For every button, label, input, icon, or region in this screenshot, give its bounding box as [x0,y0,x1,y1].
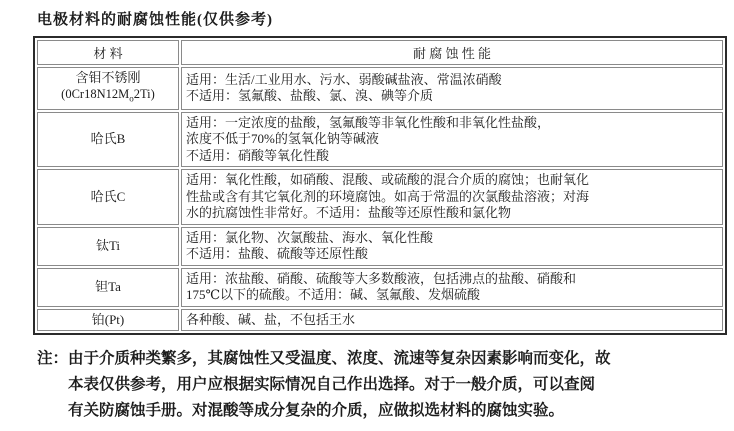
performance-line: 适用：氯化物、次氯酸盐、海水、氧化性酸 [186,229,434,245]
performance-line: 适用：一定浓度的盐酸，氢氟酸等非氧化性酸和非氧化性盐酸， [186,114,551,130]
note-body [68,346,719,424]
material-formula: $(0Cr18N12M_o2Ti)$ [61,87,155,104]
table-row [37,67,723,110]
note-line: 本表仅供参考，用户应根据实际情况自己作出选择。对于一般介质，可以查阅 [68,376,596,393]
table-row [37,268,723,307]
performance-line: 水的抗腐蚀性非常好。不适用：盐酸等还原性酸和氯化物 [186,205,512,220]
column-header-material: 材 料 [37,40,179,65]
note-label: 注： [37,350,69,367]
performance-line: 浓度不低于70%的氢氧化钠等碱液 [186,131,379,146]
material-name [37,67,179,110]
performance-line: 不适用：氢氟酸、盐酸、氯、溴、碘等介质 [186,88,434,104]
performance-line: 适用：氧化性酸，如硝酸、混酸、或硫酸的混合介质的腐蚀；也耐氧化 [186,172,590,187]
performance-cell [181,112,723,168]
material-name: 铂(Pt) [37,309,179,332]
performance-line: 适用：生活/工业用水、污水、弱酸碱盐液、常温浓硝酸 [186,71,502,87]
performance-cell [181,169,723,225]
performance-cell [181,268,723,307]
performance-line: 不适用：硝酸等氧化性酸 [186,147,330,163]
table-row [37,169,723,225]
table-row [37,309,723,332]
performance-line: 不适用：盐酸、硫酸等还原性酸 [186,246,369,261]
page-title: 电极材料的耐腐蚀性能(仅供参考) [37,12,273,28]
material-name: 哈氏C [37,169,179,225]
performance-line: 性盐或含有其它氧化剂的环境腐蚀。如高于常温的次氯酸盐溶液；对海 [186,188,590,204]
corrosion-table [33,36,727,335]
performance-line: 适用：浓盐酸、硝酸、硫酸等大多数酸液，包括沸点的盐酸、硝酸和 [186,270,577,286]
performance-line: 各种酸、碱、盐，不包括王水 [186,311,356,327]
column-header-performance: 耐 腐 蚀 性 能 [181,40,723,65]
performance-cell [181,227,723,266]
performance-cell [181,67,723,110]
table-header-row [37,40,723,65]
material-name: 钽Ta [37,268,179,307]
note-line: 有关防腐蚀手册。对混酸等成分复杂的介质，应做拟选材料的腐蚀实验。 [68,402,565,419]
performance-line: 175℃以下的硫酸。不适用：碱、氢氟酸、发烟硫酸 [186,287,481,302]
footnote [37,346,719,424]
table-row [37,112,723,168]
material-name: 钛Ti [37,227,179,266]
material-label: 含钼不锈刚 [75,70,141,85]
material-name: 哈氏B [37,112,179,168]
table-row [37,227,723,266]
performance-cell [181,309,723,332]
note-line: 由于介质种类繁多，其腐蚀性又受温度、浓度、流速等复杂因素影响而变化，故 [68,350,611,367]
